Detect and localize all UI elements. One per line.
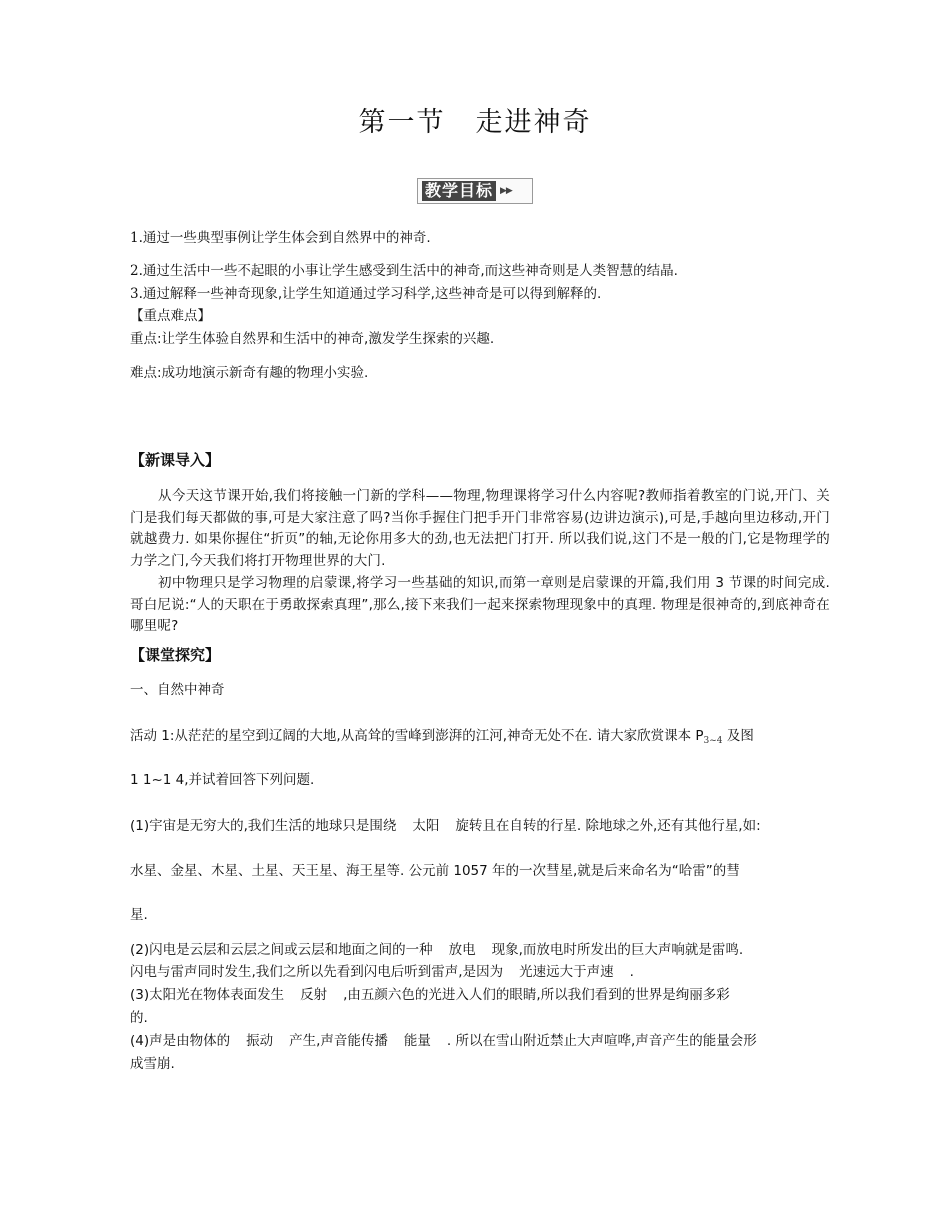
intro-paragraph-1: 从今天这节课开始,我们将接触一门新的学科——物理,物理课将学习什么内容呢?教师指着教室的门说,开门、关门是我们每天都做的事,可是大家注意了吗?当你手握住门把手开门非常容易(边讲边演示),可是,手越向里边移动,开门就越费力. 如果你握住“折页”的轴,无论你用多大的劲,也无法把门打开. 所以我们说,这门不是一般的门,它是物理学的力学之门,今天我们将打开物理世界的大门. xyxy=(130,488,830,569)
answer-blank: 光速远大于声速 xyxy=(519,964,614,980)
answer-blank: 反射 xyxy=(300,987,328,1003)
question-1-line-1: (1)宇宙是无穷大的,我们生活的地球只是围绕 太阳 旋转且在自转的行星. 除地球之外,还有其他行星,如: xyxy=(130,818,761,834)
objective-2: 2.通过生活中一些不起眼的小事让学生感受到生活中的神奇,而这些神奇则是人类智慧的结晶. xyxy=(130,263,678,279)
intro-heading: 【新课导入】 xyxy=(130,451,221,469)
double-arrow-icon: ▶▶ xyxy=(500,186,512,196)
answer-blank: 太阳 xyxy=(412,818,440,834)
question-3-line-1: (3)太阳光在物体表面发生 反射 ,由五颜六色的光进入人们的眼睛,所以我们看到的世界是绚丽多彩 xyxy=(130,987,730,1003)
section-badge xyxy=(417,178,533,204)
objective-3: 3.通过解释一些神奇现象,让学生知道通过学习科学,这些神奇是可以得到解释的. xyxy=(130,286,602,302)
badge-label: 教学目标 xyxy=(422,181,496,201)
question-1-line-2: 水星、金星、木星、土星、天王星、海王星等. 公元前 1057 年的一次彗星,就是后来命名为“哈雷”的彗 xyxy=(130,863,740,879)
section-heading-nature: 一、自然中神奇 xyxy=(130,682,225,698)
answer-blank: 能量 xyxy=(403,1033,431,1049)
answer-blank: 振动 xyxy=(246,1033,274,1049)
title-part1: 第一节 xyxy=(358,107,446,138)
question-3-line-2: 的. xyxy=(130,1010,148,1026)
difficulty-point: 难点:成功地演示新奇有趣的物理小实验. xyxy=(130,365,369,381)
question-2-line-1: (2)闪电是云层和云层之间或云层和地面之间的一种 放电 现象,而放电时所发出的巨大声响就是雷鸣. xyxy=(130,942,744,958)
activity-1-line: 活动 1:从茫茫的星空到辽阔的大地,从高耸的雪峰到澎湃的江河,神奇无处不在. 请大家欣赏课本 $P_{3\sim 4}$ 及图 xyxy=(130,728,754,746)
question-1-line-3: 星. xyxy=(130,907,148,923)
question-4-line-1: (4)声是由物体的 振动 产生,声音能传播 能量 . 所以在雪山附近禁止大声喧哗,声音产生的能量会形 xyxy=(130,1033,757,1049)
answer-blank: 放电 xyxy=(448,942,476,958)
question-2-line-2: 闪电与雷声同时发生,我们之所以先看到闪电后听到雷声,是因为 光速远大于声速 . xyxy=(130,964,634,980)
explore-heading: 【课堂探究】 xyxy=(130,646,221,664)
intro-paragraph-2: 初中物理只是学习物理的启蒙课,将学习一些基础的知识,而第一章则是启蒙课的开篇,我们用 3 节课的时间完成. 哥白尼说:“人的天职在于勇敢探索真理”,那么,接下来我们一起来探索物理现象中的真理. 物理是很神奇的,到底神奇在哪里呢? xyxy=(130,575,830,634)
focus-point: 重点:让学生体验自然界和生活中的神奇,激发学生探索的兴趣. xyxy=(130,331,495,347)
title-part2: 走进神奇 xyxy=(475,107,592,138)
objective-1: 1.通过一些典型事例让学生体会到自然界中的神奇. xyxy=(130,230,431,246)
page-title xyxy=(0,100,950,139)
activity-1-figure-ref: 1 1~1 4,并试着回答下列问题. xyxy=(130,772,315,788)
question-4-line-2: 成雪崩. xyxy=(130,1056,175,1072)
key-points-heading: 【重点难点】 xyxy=(130,308,211,324)
